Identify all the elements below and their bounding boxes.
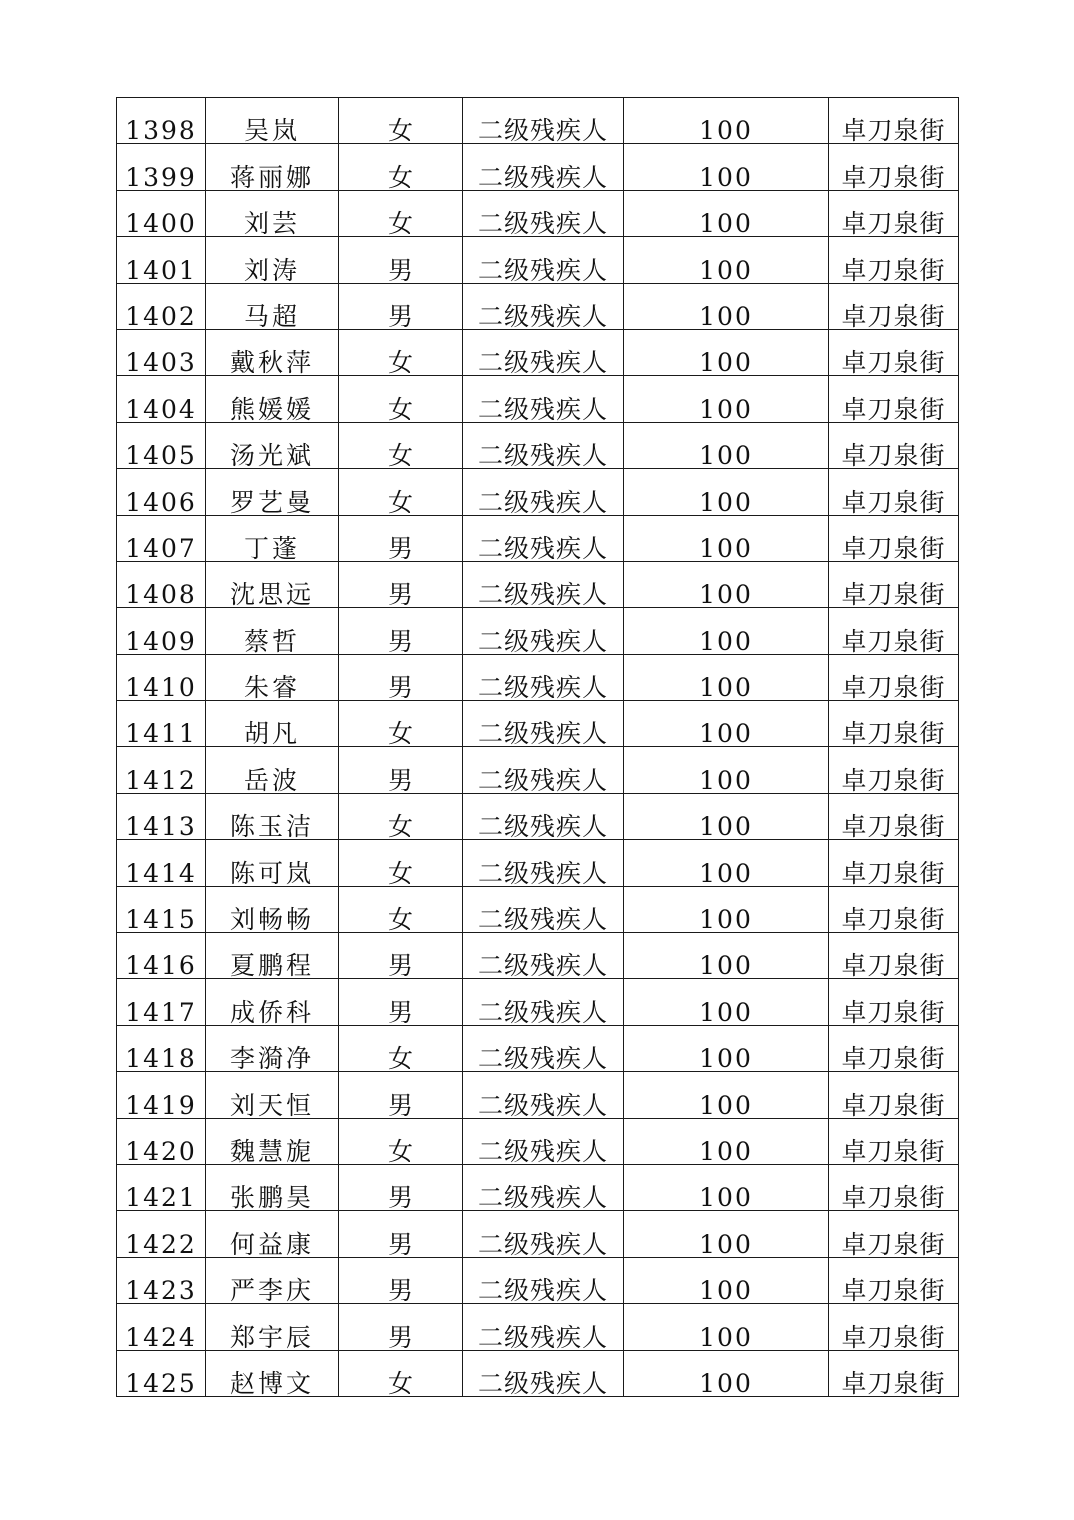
amount-cell: 100 bbox=[624, 747, 829, 793]
disability-level-cell: 二级残疾人 bbox=[463, 1072, 624, 1118]
row-number-cell: 1424 bbox=[117, 1304, 206, 1350]
gender-cell: 女 bbox=[339, 1025, 463, 1071]
amount-cell: 100 bbox=[624, 1257, 829, 1303]
table-row bbox=[117, 561, 959, 607]
name-cell: 胡凡 bbox=[206, 701, 339, 747]
row-number-cell: 1414 bbox=[117, 840, 206, 886]
amount-cell: 100 bbox=[624, 1350, 829, 1396]
street-cell: 卓刀泉街 bbox=[829, 1257, 959, 1303]
gender-cell: 男 bbox=[339, 933, 463, 979]
table-row bbox=[117, 190, 959, 236]
street-cell: 卓刀泉街 bbox=[829, 376, 959, 422]
street-cell: 卓刀泉街 bbox=[829, 1350, 959, 1396]
name-cell: 陈可岚 bbox=[206, 840, 339, 886]
disability-level-cell: 二级残疾人 bbox=[463, 422, 624, 468]
street-cell: 卓刀泉街 bbox=[829, 793, 959, 839]
table-row bbox=[117, 933, 959, 979]
gender-cell: 女 bbox=[339, 190, 463, 236]
disability-level-cell: 二级残疾人 bbox=[463, 144, 624, 190]
name-cell: 汤光斌 bbox=[206, 422, 339, 468]
gender-cell: 男 bbox=[339, 979, 463, 1025]
row-number-cell: 1423 bbox=[117, 1257, 206, 1303]
street-cell: 卓刀泉街 bbox=[829, 237, 959, 283]
disability-level-cell: 二级残疾人 bbox=[463, 283, 624, 329]
table-row bbox=[117, 1257, 959, 1303]
street-cell: 卓刀泉街 bbox=[829, 561, 959, 607]
gender-cell: 男 bbox=[339, 608, 463, 654]
row-number-cell: 1398 bbox=[117, 98, 206, 144]
table-row bbox=[117, 237, 959, 283]
gender-cell: 女 bbox=[339, 701, 463, 747]
name-cell: 罗艺曼 bbox=[206, 469, 339, 515]
name-cell: 魏慧旎 bbox=[206, 1118, 339, 1164]
gender-cell: 女 bbox=[339, 1118, 463, 1164]
street-cell: 卓刀泉街 bbox=[829, 190, 959, 236]
amount-cell: 100 bbox=[624, 654, 829, 700]
name-cell: 丁蓬 bbox=[206, 515, 339, 561]
name-cell: 熊媛媛 bbox=[206, 376, 339, 422]
gender-cell: 女 bbox=[339, 793, 463, 839]
name-cell: 蒋丽娜 bbox=[206, 144, 339, 190]
amount-cell: 100 bbox=[624, 933, 829, 979]
amount-cell: 100 bbox=[624, 1304, 829, 1350]
disability-level-cell: 二级残疾人 bbox=[463, 608, 624, 654]
row-number-cell: 1401 bbox=[117, 237, 206, 283]
disability-level-cell: 二级残疾人 bbox=[463, 1164, 624, 1210]
row-number-cell: 1416 bbox=[117, 933, 206, 979]
name-cell: 刘芸 bbox=[206, 190, 339, 236]
name-cell: 何益康 bbox=[206, 1211, 339, 1257]
gender-cell: 女 bbox=[339, 1350, 463, 1396]
name-cell: 张鹏昊 bbox=[206, 1164, 339, 1210]
gender-cell: 男 bbox=[339, 283, 463, 329]
street-cell: 卓刀泉街 bbox=[829, 515, 959, 561]
disability-level-cell: 二级残疾人 bbox=[463, 1304, 624, 1350]
amount-cell: 100 bbox=[624, 840, 829, 886]
disability-level-cell: 二级残疾人 bbox=[463, 515, 624, 561]
amount-cell: 100 bbox=[624, 469, 829, 515]
name-cell: 刘涛 bbox=[206, 237, 339, 283]
disability-level-cell: 二级残疾人 bbox=[463, 1025, 624, 1071]
row-number-cell: 1405 bbox=[117, 422, 206, 468]
name-cell: 戴秋萍 bbox=[206, 329, 339, 375]
table-row bbox=[117, 469, 959, 515]
amount-cell: 100 bbox=[624, 1118, 829, 1164]
row-number-cell: 1404 bbox=[117, 376, 206, 422]
street-cell: 卓刀泉街 bbox=[829, 283, 959, 329]
row-number-cell: 1399 bbox=[117, 144, 206, 190]
table-row bbox=[117, 1025, 959, 1071]
amount-cell: 100 bbox=[624, 376, 829, 422]
street-cell: 卓刀泉街 bbox=[829, 1211, 959, 1257]
street-cell: 卓刀泉街 bbox=[829, 422, 959, 468]
amount-cell: 100 bbox=[624, 1072, 829, 1118]
disability-level-cell: 二级残疾人 bbox=[463, 1118, 624, 1164]
disability-level-cell: 二级残疾人 bbox=[463, 1257, 624, 1303]
table-row bbox=[117, 1118, 959, 1164]
street-cell: 卓刀泉街 bbox=[829, 933, 959, 979]
amount-cell: 100 bbox=[624, 793, 829, 839]
table-row bbox=[117, 1211, 959, 1257]
amount-cell: 100 bbox=[624, 515, 829, 561]
row-number-cell: 1409 bbox=[117, 608, 206, 654]
table-row bbox=[117, 886, 959, 932]
disability-level-cell: 二级残疾人 bbox=[463, 190, 624, 236]
disability-level-cell: 二级残疾人 bbox=[463, 1350, 624, 1396]
disability-level-cell: 二级残疾人 bbox=[463, 654, 624, 700]
name-cell: 朱睿 bbox=[206, 654, 339, 700]
street-cell: 卓刀泉街 bbox=[829, 886, 959, 932]
gender-cell: 女 bbox=[339, 98, 463, 144]
row-number-cell: 1411 bbox=[117, 701, 206, 747]
street-cell: 卓刀泉街 bbox=[829, 608, 959, 654]
table-row bbox=[117, 1350, 959, 1396]
roster-table-body bbox=[117, 98, 959, 1397]
amount-cell: 100 bbox=[624, 422, 829, 468]
row-number-cell: 1408 bbox=[117, 561, 206, 607]
amount-cell: 100 bbox=[624, 144, 829, 190]
row-number-cell: 1418 bbox=[117, 1025, 206, 1071]
amount-cell: 100 bbox=[624, 283, 829, 329]
disability-level-cell: 二级残疾人 bbox=[463, 561, 624, 607]
row-number-cell: 1419 bbox=[117, 1072, 206, 1118]
amount-cell: 100 bbox=[624, 979, 829, 1025]
gender-cell: 男 bbox=[339, 561, 463, 607]
row-number-cell: 1415 bbox=[117, 886, 206, 932]
gender-cell: 男 bbox=[339, 1072, 463, 1118]
street-cell: 卓刀泉街 bbox=[829, 654, 959, 700]
name-cell: 吴岚 bbox=[206, 98, 339, 144]
amount-cell: 100 bbox=[624, 1164, 829, 1210]
name-cell: 沈思远 bbox=[206, 561, 339, 607]
table-row bbox=[117, 840, 959, 886]
table-row bbox=[117, 1304, 959, 1350]
row-number-cell: 1413 bbox=[117, 793, 206, 839]
table-row bbox=[117, 515, 959, 561]
name-cell: 刘畅畅 bbox=[206, 886, 339, 932]
street-cell: 卓刀泉街 bbox=[829, 329, 959, 375]
table-row bbox=[117, 422, 959, 468]
table-row bbox=[117, 283, 959, 329]
gender-cell: 男 bbox=[339, 1211, 463, 1257]
row-number-cell: 1400 bbox=[117, 190, 206, 236]
row-number-cell: 1412 bbox=[117, 747, 206, 793]
street-cell: 卓刀泉街 bbox=[829, 979, 959, 1025]
amount-cell: 100 bbox=[624, 886, 829, 932]
disability-level-cell: 二级残疾人 bbox=[463, 701, 624, 747]
amount-cell: 100 bbox=[624, 701, 829, 747]
row-number-cell: 1402 bbox=[117, 283, 206, 329]
name-cell: 成侨科 bbox=[206, 979, 339, 1025]
street-cell: 卓刀泉街 bbox=[829, 1304, 959, 1350]
amount-cell: 100 bbox=[624, 190, 829, 236]
table-row bbox=[117, 98, 959, 144]
row-number-cell: 1407 bbox=[117, 515, 206, 561]
street-cell: 卓刀泉街 bbox=[829, 98, 959, 144]
row-number-cell: 1420 bbox=[117, 1118, 206, 1164]
street-cell: 卓刀泉街 bbox=[829, 469, 959, 515]
disability-level-cell: 二级残疾人 bbox=[463, 1211, 624, 1257]
name-cell: 蔡哲 bbox=[206, 608, 339, 654]
roster-table bbox=[116, 97, 959, 1397]
name-cell: 陈玉洁 bbox=[206, 793, 339, 839]
disability-level-cell: 二级残疾人 bbox=[463, 793, 624, 839]
name-cell: 严李庆 bbox=[206, 1257, 339, 1303]
street-cell: 卓刀泉街 bbox=[829, 701, 959, 747]
row-number-cell: 1422 bbox=[117, 1211, 206, 1257]
gender-cell: 女 bbox=[339, 840, 463, 886]
street-cell: 卓刀泉街 bbox=[829, 747, 959, 793]
street-cell: 卓刀泉街 bbox=[829, 1164, 959, 1210]
table-row bbox=[117, 376, 959, 422]
amount-cell: 100 bbox=[624, 608, 829, 654]
gender-cell: 男 bbox=[339, 654, 463, 700]
disability-level-cell: 二级残疾人 bbox=[463, 237, 624, 283]
row-number-cell: 1410 bbox=[117, 654, 206, 700]
disability-level-cell: 二级残疾人 bbox=[463, 840, 624, 886]
name-cell: 郑宇辰 bbox=[206, 1304, 339, 1350]
amount-cell: 100 bbox=[624, 237, 829, 283]
gender-cell: 男 bbox=[339, 237, 463, 283]
amount-cell: 100 bbox=[624, 1025, 829, 1071]
table-row bbox=[117, 747, 959, 793]
disability-level-cell: 二级残疾人 bbox=[463, 376, 624, 422]
name-cell: 岳波 bbox=[206, 747, 339, 793]
disability-level-cell: 二级残疾人 bbox=[463, 979, 624, 1025]
gender-cell: 男 bbox=[339, 1257, 463, 1303]
gender-cell: 女 bbox=[339, 422, 463, 468]
gender-cell: 女 bbox=[339, 376, 463, 422]
gender-cell: 男 bbox=[339, 747, 463, 793]
row-number-cell: 1425 bbox=[117, 1350, 206, 1396]
street-cell: 卓刀泉街 bbox=[829, 1025, 959, 1071]
table-row bbox=[117, 329, 959, 375]
gender-cell: 女 bbox=[339, 329, 463, 375]
table-row bbox=[117, 144, 959, 190]
table-row bbox=[117, 701, 959, 747]
table-row bbox=[117, 654, 959, 700]
street-cell: 卓刀泉街 bbox=[829, 840, 959, 886]
street-cell: 卓刀泉街 bbox=[829, 144, 959, 190]
gender-cell: 女 bbox=[339, 144, 463, 190]
table-row bbox=[117, 1072, 959, 1118]
street-cell: 卓刀泉街 bbox=[829, 1072, 959, 1118]
street-cell: 卓刀泉街 bbox=[829, 1118, 959, 1164]
name-cell: 李漪净 bbox=[206, 1025, 339, 1071]
amount-cell: 100 bbox=[624, 1211, 829, 1257]
name-cell: 赵博文 bbox=[206, 1350, 339, 1396]
table-row bbox=[117, 793, 959, 839]
disability-level-cell: 二级残疾人 bbox=[463, 329, 624, 375]
disability-level-cell: 二级残疾人 bbox=[463, 886, 624, 932]
row-number-cell: 1421 bbox=[117, 1164, 206, 1210]
table-row bbox=[117, 1164, 959, 1210]
name-cell: 刘天恒 bbox=[206, 1072, 339, 1118]
disability-level-cell: 二级残疾人 bbox=[463, 98, 624, 144]
name-cell: 马超 bbox=[206, 283, 339, 329]
row-number-cell: 1406 bbox=[117, 469, 206, 515]
gender-cell: 女 bbox=[339, 469, 463, 515]
amount-cell: 100 bbox=[624, 329, 829, 375]
table-row bbox=[117, 979, 959, 1025]
gender-cell: 男 bbox=[339, 515, 463, 561]
amount-cell: 100 bbox=[624, 561, 829, 607]
gender-cell: 男 bbox=[339, 1304, 463, 1350]
gender-cell: 男 bbox=[339, 1164, 463, 1210]
row-number-cell: 1417 bbox=[117, 979, 206, 1025]
row-number-cell: 1403 bbox=[117, 329, 206, 375]
disability-level-cell: 二级残疾人 bbox=[463, 469, 624, 515]
gender-cell: 女 bbox=[339, 886, 463, 932]
table-row bbox=[117, 608, 959, 654]
disability-level-cell: 二级残疾人 bbox=[463, 933, 624, 979]
disability-level-cell: 二级残疾人 bbox=[463, 747, 624, 793]
amount-cell: 100 bbox=[624, 98, 829, 144]
name-cell: 夏鹏程 bbox=[206, 933, 339, 979]
